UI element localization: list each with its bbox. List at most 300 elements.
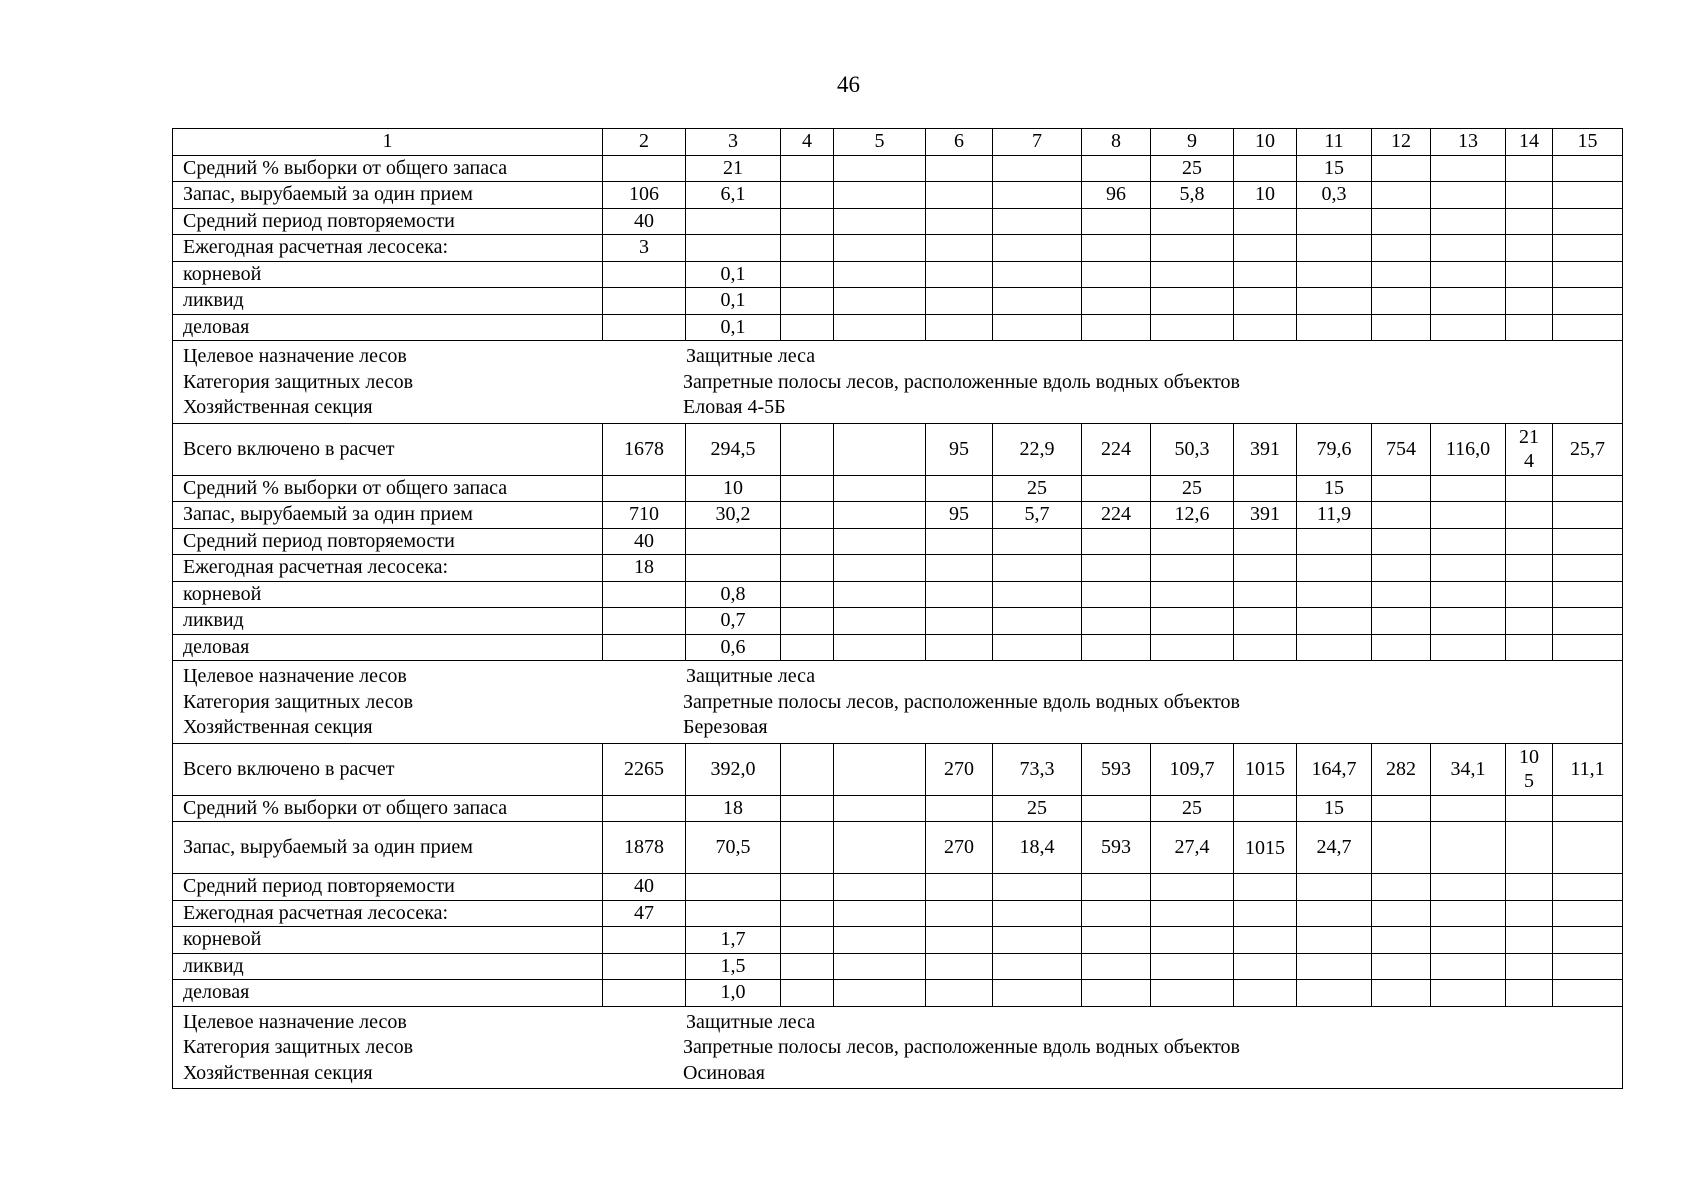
table-cell bbox=[1151, 900, 1234, 927]
table-cell bbox=[1431, 502, 1506, 529]
table-cell bbox=[1151, 634, 1234, 661]
table-cell bbox=[926, 182, 993, 209]
table-cell: 710 bbox=[603, 502, 686, 529]
table-cell bbox=[603, 581, 686, 608]
table-cell bbox=[993, 182, 1082, 209]
table-cell bbox=[603, 953, 686, 980]
table-cell bbox=[1431, 528, 1506, 555]
table-cell: 40 bbox=[603, 208, 686, 235]
table-cell bbox=[1372, 235, 1431, 262]
row-label: ликвид bbox=[173, 608, 603, 635]
table-cell bbox=[1506, 795, 1553, 822]
table-cell: 105 bbox=[1506, 743, 1553, 795]
header-cell: 12 bbox=[1372, 129, 1431, 156]
table-cell bbox=[603, 980, 686, 1007]
header-cell: 15 bbox=[1553, 129, 1623, 156]
table-cell: 15 bbox=[1297, 475, 1372, 502]
table-cell bbox=[1553, 795, 1623, 822]
table-cell bbox=[781, 235, 834, 262]
row-label: ликвид bbox=[173, 953, 603, 980]
section-label: Хозяйственная секция bbox=[183, 716, 373, 738]
table-cell bbox=[1431, 208, 1506, 235]
table-cell: 12,6 bbox=[1151, 502, 1234, 529]
category-label: Категория защитных лесов bbox=[183, 370, 414, 393]
table-cell: 70,5 bbox=[686, 822, 781, 874]
table-cell: 106 bbox=[603, 182, 686, 209]
table-cell: 1878 bbox=[603, 822, 686, 874]
table-cell bbox=[1506, 822, 1553, 874]
table-cell bbox=[1297, 980, 1372, 1007]
row-label: деловая bbox=[173, 314, 603, 341]
block-1 bbox=[173, 155, 1623, 341]
table-row bbox=[173, 502, 1623, 529]
table-row bbox=[173, 608, 1623, 635]
table-cell bbox=[1297, 581, 1372, 608]
table-cell bbox=[1553, 634, 1623, 661]
table-cell bbox=[1234, 155, 1297, 182]
table-row bbox=[173, 208, 1623, 235]
table-cell: 25 bbox=[1151, 795, 1234, 822]
table-cell bbox=[834, 261, 926, 288]
table-cell bbox=[1372, 502, 1431, 529]
header-cell: 6 bbox=[926, 129, 993, 156]
table-cell: 0,1 bbox=[686, 261, 781, 288]
table-cell bbox=[1553, 555, 1623, 582]
table-cell: 95 bbox=[926, 423, 993, 475]
section-value: Осиновая bbox=[683, 1061, 765, 1084]
table-cell: 270 bbox=[926, 743, 993, 795]
table-cell bbox=[834, 900, 926, 927]
table-row bbox=[173, 182, 1623, 209]
table-row bbox=[173, 953, 1623, 980]
header-cell: 13 bbox=[1431, 129, 1506, 156]
table-cell bbox=[1297, 953, 1372, 980]
header-cell: 11 bbox=[1297, 129, 1372, 156]
table-cell bbox=[926, 155, 993, 182]
table-cell bbox=[1297, 235, 1372, 262]
table-cell bbox=[834, 423, 926, 475]
row-label: корневой bbox=[173, 927, 603, 954]
table-cell bbox=[993, 261, 1082, 288]
table-cell bbox=[926, 980, 993, 1007]
table-cell bbox=[926, 608, 993, 635]
table-cell bbox=[926, 634, 993, 661]
table-cell bbox=[1234, 608, 1297, 635]
table-cell bbox=[1151, 261, 1234, 288]
table-cell bbox=[834, 927, 926, 954]
table-cell bbox=[781, 182, 834, 209]
table-cell bbox=[1553, 822, 1623, 874]
header-cell: 5 bbox=[834, 129, 926, 156]
table-cell bbox=[781, 795, 834, 822]
table-cell bbox=[1151, 980, 1234, 1007]
table-cell bbox=[1297, 927, 1372, 954]
row-label: корневой bbox=[173, 261, 603, 288]
table-cell: 1015 bbox=[1234, 822, 1297, 874]
table-cell bbox=[781, 927, 834, 954]
table-cell bbox=[926, 208, 993, 235]
table-cell: 95 bbox=[926, 502, 993, 529]
table-cell: 5,7 bbox=[993, 502, 1082, 529]
table-cell bbox=[1372, 874, 1431, 901]
table-cell bbox=[1372, 608, 1431, 635]
table-cell bbox=[1082, 261, 1151, 288]
table-cell bbox=[1372, 528, 1431, 555]
row-label: Ежегодная расчетная лесосека: bbox=[173, 900, 603, 927]
table-cell: 391 bbox=[1234, 502, 1297, 529]
row-label: Всего включено в расчет bbox=[173, 423, 603, 475]
row-label: Средний % выборки от общего запаса bbox=[173, 475, 603, 502]
table-cell bbox=[1234, 980, 1297, 1007]
table-cell: 15 bbox=[1297, 795, 1372, 822]
table-cell bbox=[1297, 528, 1372, 555]
table-cell: 25 bbox=[1151, 475, 1234, 502]
table-cell: 294,5 bbox=[686, 423, 781, 475]
purpose-value: Защитные леса bbox=[686, 665, 816, 687]
table-cell bbox=[834, 743, 926, 795]
table-cell bbox=[993, 927, 1082, 954]
table-cell bbox=[834, 555, 926, 582]
table-cell bbox=[1297, 608, 1372, 635]
table-cell: 1,5 bbox=[686, 953, 781, 980]
table-cell bbox=[1553, 608, 1623, 635]
table-cell bbox=[781, 980, 834, 1007]
table-cell bbox=[1082, 927, 1151, 954]
table-cell: 224 bbox=[1082, 423, 1151, 475]
allowable-cut-table bbox=[172, 128, 1623, 1089]
table-row bbox=[173, 634, 1623, 661]
table-cell bbox=[1553, 502, 1623, 529]
table-cell bbox=[1372, 288, 1431, 315]
table-cell bbox=[1372, 795, 1431, 822]
table-cell: 270 bbox=[926, 822, 993, 874]
table-cell bbox=[1431, 608, 1506, 635]
table-cell bbox=[1431, 980, 1506, 1007]
table-cell bbox=[1234, 634, 1297, 661]
table-cell bbox=[1553, 314, 1623, 341]
table-cell bbox=[1297, 874, 1372, 901]
table-cell bbox=[1151, 235, 1234, 262]
table-cell bbox=[1082, 208, 1151, 235]
table-cell: 47 bbox=[603, 900, 686, 927]
table-row bbox=[173, 980, 1623, 1007]
table-cell bbox=[993, 900, 1082, 927]
table-cell: 1,7 bbox=[686, 927, 781, 954]
section-value: Березовая bbox=[683, 716, 768, 738]
table-cell bbox=[1151, 927, 1234, 954]
table-cell bbox=[1297, 634, 1372, 661]
table-cell: 109,7 bbox=[1151, 743, 1234, 795]
table-cell: 27,4 bbox=[1151, 822, 1234, 874]
table-cell bbox=[993, 581, 1082, 608]
table-cell bbox=[781, 314, 834, 341]
table-cell bbox=[1506, 900, 1553, 927]
table-cell bbox=[1431, 261, 1506, 288]
table-row bbox=[173, 743, 1623, 795]
table-cell bbox=[1234, 874, 1297, 901]
table-cell bbox=[1431, 900, 1506, 927]
table-cell: 18 bbox=[686, 795, 781, 822]
table-cell bbox=[926, 795, 993, 822]
row-label: Средний период повторяемости bbox=[173, 208, 603, 235]
table-cell bbox=[1372, 208, 1431, 235]
header-cell: 7 bbox=[993, 129, 1082, 156]
table-cell bbox=[1234, 927, 1297, 954]
table-cell bbox=[1431, 182, 1506, 209]
table-cell: 0,6 bbox=[686, 634, 781, 661]
table-cell bbox=[1082, 581, 1151, 608]
table-cell bbox=[1372, 634, 1431, 661]
table-cell bbox=[1372, 822, 1431, 874]
row-label: деловая bbox=[173, 980, 603, 1007]
row-label: ликвид bbox=[173, 288, 603, 315]
table-cell bbox=[1506, 927, 1553, 954]
table-cell bbox=[834, 208, 926, 235]
table-cell: 116,0 bbox=[1431, 423, 1506, 475]
table-cell bbox=[1234, 953, 1297, 980]
table-cell bbox=[926, 953, 993, 980]
table-cell bbox=[1506, 261, 1553, 288]
table-cell bbox=[1151, 581, 1234, 608]
table-cell bbox=[1297, 900, 1372, 927]
table-cell: 40 bbox=[603, 874, 686, 901]
table-cell bbox=[603, 475, 686, 502]
table-cell bbox=[1234, 261, 1297, 288]
section-value: Еловая 4-5Б bbox=[683, 396, 786, 418]
section-info-row bbox=[173, 341, 1623, 424]
table-cell: 164,7 bbox=[1297, 743, 1372, 795]
table-cell bbox=[1431, 581, 1506, 608]
table-cell bbox=[1431, 314, 1506, 341]
table-cell: 2265 bbox=[603, 743, 686, 795]
purpose-value: Защитные леса bbox=[686, 345, 816, 367]
table-cell bbox=[781, 261, 834, 288]
table-cell bbox=[1372, 953, 1431, 980]
table-cell bbox=[603, 608, 686, 635]
table-row bbox=[173, 314, 1623, 341]
table-cell bbox=[1234, 795, 1297, 822]
column-number-row bbox=[173, 129, 1623, 156]
table-cell bbox=[834, 822, 926, 874]
header-cell: 3 bbox=[686, 129, 781, 156]
row-label: Запас, вырубаемый за один прием bbox=[173, 182, 603, 209]
table-cell bbox=[1372, 314, 1431, 341]
row-label: корневой bbox=[173, 581, 603, 608]
table-cell bbox=[1553, 235, 1623, 262]
table-cell: 593 bbox=[1082, 822, 1151, 874]
row-label: Всего включено в расчет bbox=[173, 743, 603, 795]
table-cell bbox=[926, 288, 993, 315]
row-label: Средний период повторяемости bbox=[173, 874, 603, 901]
table-cell bbox=[603, 288, 686, 315]
table-cell bbox=[1506, 980, 1553, 1007]
table-cell bbox=[1234, 475, 1297, 502]
table-cell bbox=[686, 900, 781, 927]
table-cell: 25,7 bbox=[1553, 423, 1623, 475]
table-cell: 79,6 bbox=[1297, 423, 1372, 475]
table-cell bbox=[1082, 235, 1151, 262]
table-cell: 1678 bbox=[603, 423, 686, 475]
table-cell bbox=[1151, 555, 1234, 582]
section-label: Хозяйственная секция bbox=[183, 396, 373, 418]
table-cell bbox=[1082, 795, 1151, 822]
table-cell bbox=[993, 980, 1082, 1007]
table-cell bbox=[1431, 634, 1506, 661]
table-cell: 18,4 bbox=[993, 822, 1082, 874]
table-cell bbox=[1297, 261, 1372, 288]
table-cell bbox=[1506, 634, 1553, 661]
table-cell bbox=[1553, 261, 1623, 288]
table-cell bbox=[926, 528, 993, 555]
table-cell bbox=[993, 155, 1082, 182]
table-cell: 214 bbox=[1506, 423, 1553, 475]
category-label: Категория защитных лесов bbox=[183, 690, 414, 713]
table-cell bbox=[1082, 155, 1151, 182]
table-row bbox=[173, 555, 1623, 582]
table-cell bbox=[1506, 608, 1553, 635]
table-cell bbox=[1431, 555, 1506, 582]
table-row bbox=[173, 155, 1623, 182]
category-value: Запретные полосы лесов, расположенные вдоль водных объектов bbox=[683, 1036, 1240, 1058]
table-cell bbox=[1506, 502, 1553, 529]
table-cell bbox=[834, 608, 926, 635]
table-cell bbox=[1082, 900, 1151, 927]
table-cell bbox=[781, 822, 834, 874]
table-cell bbox=[603, 155, 686, 182]
table-cell bbox=[1553, 475, 1623, 502]
table-cell: 11,9 bbox=[1297, 502, 1372, 529]
row-label: Средний % выборки от общего запаса bbox=[173, 155, 603, 182]
table-cell: 40 bbox=[603, 528, 686, 555]
header-cell: 8 bbox=[1082, 129, 1151, 156]
table-cell bbox=[1553, 182, 1623, 209]
row-label: деловая bbox=[173, 634, 603, 661]
header-cell: 2 bbox=[603, 129, 686, 156]
table-cell: 25 bbox=[1151, 155, 1234, 182]
table-cell bbox=[993, 314, 1082, 341]
table-cell bbox=[1082, 874, 1151, 901]
table-cell bbox=[1553, 155, 1623, 182]
table-cell bbox=[834, 314, 926, 341]
table-cell bbox=[603, 795, 686, 822]
table-cell bbox=[993, 288, 1082, 315]
table-cell bbox=[1506, 581, 1553, 608]
table-cell bbox=[1372, 155, 1431, 182]
table-cell bbox=[1431, 927, 1506, 954]
table-cell bbox=[1506, 475, 1553, 502]
table-row bbox=[173, 288, 1623, 315]
table-cell: 593 bbox=[1082, 743, 1151, 795]
table-cell bbox=[1431, 235, 1506, 262]
table-cell bbox=[1082, 314, 1151, 341]
table-cell: 5,8 bbox=[1151, 182, 1234, 209]
table-cell bbox=[1553, 581, 1623, 608]
row-label: Ежегодная расчетная лесосека: bbox=[173, 555, 603, 582]
table-cell bbox=[603, 261, 686, 288]
table-cell bbox=[1431, 874, 1506, 901]
table-cell bbox=[1082, 634, 1151, 661]
table-cell bbox=[781, 874, 834, 901]
table-cell bbox=[926, 475, 993, 502]
block-3 bbox=[173, 743, 1623, 1006]
table-cell bbox=[1151, 208, 1234, 235]
table-cell bbox=[1431, 288, 1506, 315]
table-cell bbox=[1506, 208, 1553, 235]
table-cell bbox=[1234, 235, 1297, 262]
table-cell bbox=[1506, 555, 1553, 582]
table-cell bbox=[1372, 555, 1431, 582]
table-cell bbox=[686, 555, 781, 582]
table-cell bbox=[1553, 528, 1623, 555]
table-cell bbox=[834, 980, 926, 1007]
table-cell bbox=[1082, 528, 1151, 555]
table-cell bbox=[1234, 528, 1297, 555]
table-cell bbox=[781, 634, 834, 661]
table-cell bbox=[1372, 475, 1431, 502]
header-cell: 4 bbox=[781, 129, 834, 156]
table-cell bbox=[1431, 953, 1506, 980]
table-cell bbox=[1151, 874, 1234, 901]
table-cell bbox=[1372, 900, 1431, 927]
table-cell bbox=[834, 502, 926, 529]
table-cell bbox=[686, 874, 781, 901]
table-cell bbox=[1297, 288, 1372, 315]
table-cell bbox=[1151, 314, 1234, 341]
table-cell: 96 bbox=[1082, 182, 1151, 209]
table-row bbox=[173, 927, 1623, 954]
table-cell: 25 bbox=[993, 795, 1082, 822]
table-cell: 50,3 bbox=[1151, 423, 1234, 475]
table-cell: 18 bbox=[603, 555, 686, 582]
table-cell bbox=[1372, 581, 1431, 608]
table-cell: 10 bbox=[1234, 182, 1297, 209]
table-row bbox=[173, 581, 1623, 608]
table-cell bbox=[686, 528, 781, 555]
table-cell bbox=[1372, 980, 1431, 1007]
table-cell bbox=[1553, 927, 1623, 954]
section-label: Хозяйственная секция bbox=[183, 1061, 373, 1084]
table-cell bbox=[834, 155, 926, 182]
table-cell bbox=[1506, 182, 1553, 209]
table-cell bbox=[686, 208, 781, 235]
header-cell: 10 bbox=[1234, 129, 1297, 156]
table-cell: 24,7 bbox=[1297, 822, 1372, 874]
table-cell: 1,0 bbox=[686, 980, 781, 1007]
table-cell bbox=[603, 927, 686, 954]
table-row bbox=[173, 528, 1623, 555]
table-cell bbox=[781, 208, 834, 235]
purpose-label: Целевое назначение лесов bbox=[183, 1010, 407, 1033]
table-cell bbox=[781, 155, 834, 182]
table-cell bbox=[781, 953, 834, 980]
table-cell bbox=[1151, 528, 1234, 555]
table-cell bbox=[834, 235, 926, 262]
table-cell bbox=[1297, 555, 1372, 582]
table-cell bbox=[1082, 555, 1151, 582]
table-cell bbox=[1082, 288, 1151, 315]
table-cell bbox=[1553, 953, 1623, 980]
table-cell bbox=[1082, 953, 1151, 980]
table-cell bbox=[1506, 155, 1553, 182]
table-cell bbox=[781, 743, 834, 795]
table-cell bbox=[1151, 288, 1234, 315]
table-cell bbox=[926, 261, 993, 288]
table-cell bbox=[781, 475, 834, 502]
table-cell: 754 bbox=[1372, 423, 1431, 475]
table-cell: 0,1 bbox=[686, 314, 781, 341]
table-cell bbox=[834, 182, 926, 209]
table-cell bbox=[1234, 555, 1297, 582]
